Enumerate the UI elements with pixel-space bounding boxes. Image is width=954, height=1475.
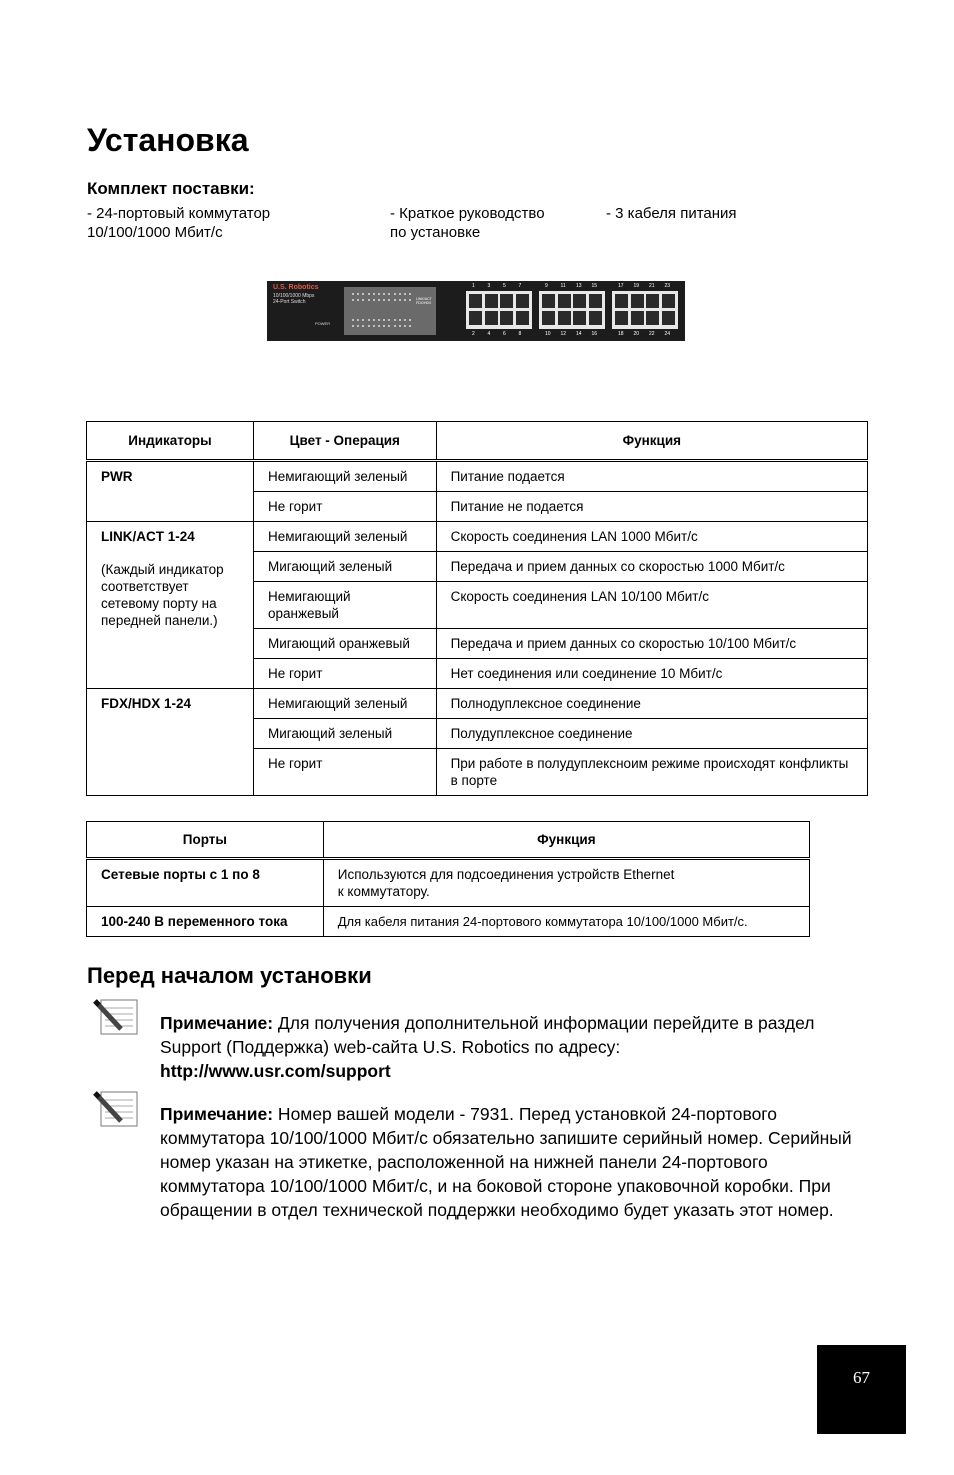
led-dot (357, 325, 359, 327)
led-dot (368, 293, 370, 295)
led-dot (404, 319, 406, 321)
kit-item: - Краткое руководство по установке (390, 205, 545, 241)
ethernet-port (631, 311, 644, 325)
ethernet-port (615, 294, 628, 308)
led-dot (362, 293, 364, 295)
led-dot (368, 299, 370, 301)
state-cell: Не горит (254, 749, 437, 796)
led-dot (373, 319, 375, 321)
port-number: 7 (518, 283, 522, 289)
led-dot (352, 325, 354, 327)
indicator-label: FDX/HDX 1-24 (87, 689, 254, 796)
led-label: FDX/HDX (416, 301, 432, 305)
port-number: 24 (664, 331, 671, 337)
ethernet-port (485, 311, 498, 325)
led-dot (388, 325, 390, 327)
port-number: 18 (618, 331, 624, 337)
port-number: 19 (633, 283, 640, 289)
state-cell: Немигающий зеленый (254, 689, 437, 719)
ethernet-port (589, 294, 602, 308)
support-link[interactable]: http://www.usr.com/support (160, 1061, 391, 1081)
port-number: 3 (487, 283, 491, 289)
port-number: 8 (518, 331, 522, 337)
port-number: 16 (591, 331, 598, 337)
ethernet-port (615, 311, 628, 325)
note-text: Примечание: Номер вашей модели - 7931. Перед установкой 24-портового коммутатора 10/100/1000 Мбит/с обязательно запишите серийный номер. Серийный номер указан на этикетке, расположенной на нижней панели 24-портового коммутатора 10/100/1000 Мбит/с, и на боковой стороне упаковочной коробки. При обращении в отдел технической поддержки необходимо будет указать этот номер. (160, 1104, 852, 1220)
state-cell: Не горит (254, 659, 437, 689)
port-number: 23 (664, 283, 671, 289)
led-dot (378, 325, 380, 327)
indicators-table (86, 421, 868, 796)
function-cell: Передача и прием данных со скоростью 10/100 Мбит/с (436, 629, 867, 659)
function-cell: При работе в полудуплексноим режиме происходят конфликты в порте (436, 749, 867, 796)
port-number: 15 (591, 283, 598, 289)
ethernet-port (485, 294, 498, 308)
note-icon (93, 997, 139, 1037)
led-dot (394, 293, 396, 295)
port-cell: 100-240 В переменного тока (87, 907, 324, 937)
ethernet-port (573, 311, 586, 325)
port-number: 12 (560, 331, 567, 337)
port-number: 14 (576, 331, 582, 337)
kit-item: - 3 кабеля питания (606, 205, 737, 222)
ethernet-port (500, 311, 513, 325)
ethernet-port (469, 311, 482, 325)
ethernet-port (558, 311, 571, 325)
led-dot (378, 293, 380, 295)
page-title: Установка (87, 122, 249, 158)
led-dot (357, 319, 359, 321)
led-dot (383, 319, 385, 321)
ethernet-port (662, 294, 675, 308)
ethernet-port (500, 294, 513, 308)
power-label: POWER (315, 321, 331, 326)
led-dot (399, 325, 401, 327)
led-dot (352, 293, 354, 295)
page-number: 67 (817, 1345, 906, 1434)
state-cell: Немигающий зеленый (254, 461, 437, 492)
ethernet-port (516, 294, 529, 308)
indicator-note: (Каждый индикатор соответствует сетевому порту на передней панели.) (101, 562, 224, 628)
led-dot (352, 319, 354, 321)
port-number: 9 (545, 283, 548, 289)
function-cell: Полнодуплексное соединение (436, 689, 867, 719)
led-dot (378, 299, 380, 301)
ethernet-port (646, 311, 659, 325)
brand-logo: U.S. Robotics (273, 284, 319, 291)
led-dot (362, 325, 364, 327)
indicator-label: PWR (87, 461, 254, 522)
model-text: 10/100/1000 Mbps (273, 293, 315, 299)
led-dot (362, 319, 364, 321)
ethernet-port (631, 294, 644, 308)
table-header: Функция (436, 422, 867, 461)
led-dot (399, 293, 401, 295)
port-number: 22 (649, 331, 655, 337)
function-cell: Используются для подсоединения устройств Ethernet к коммутатору. (323, 859, 809, 907)
led-label: LINK/ACT (416, 297, 432, 301)
ethernet-port (589, 311, 602, 325)
note-icon (93, 1089, 139, 1129)
table-header: Порты (87, 822, 324, 859)
model-text: 24-Port Switch (273, 299, 306, 305)
ethernet-port (558, 294, 571, 308)
led-dot (394, 299, 396, 301)
switch-front-panel-image (267, 281, 685, 341)
led-dot (378, 319, 380, 321)
led-dot (409, 299, 411, 301)
led-dot (404, 325, 406, 327)
table-header: Функция (323, 822, 809, 859)
function-cell: Для кабеля питания 24-портового коммутатора 10/100/1000 Мбит/с. (323, 907, 809, 937)
led-dot (404, 293, 406, 295)
function-cell: Полудуплексное соединение (436, 719, 867, 749)
state-cell: Немигающий оранжевый (254, 582, 437, 629)
led-dot (388, 319, 390, 321)
state-cell: Немигающий зеленый (254, 522, 437, 552)
led-dot (409, 293, 411, 295)
led-dot (368, 325, 370, 327)
state-cell: Мигающий оранжевый (254, 629, 437, 659)
led-dot (373, 325, 375, 327)
ethernet-port (542, 294, 555, 308)
ethernet-port (469, 294, 482, 308)
led-panel (344, 287, 436, 335)
port-number: 13 (576, 283, 582, 289)
table-header: Цвет - Операция (254, 422, 437, 461)
note-text: Примечание: Для получения дополнительной информации перейдите в раздел Support (Поддержка) web-сайта U.S. Robotics по адресу: http://www.usr.com/support (160, 1013, 815, 1081)
function-cell: Питание не подается (436, 492, 867, 522)
ethernet-port (573, 294, 586, 308)
led-dot (399, 299, 401, 301)
led-dot (394, 325, 396, 327)
led-dot (399, 319, 401, 321)
kit-heading: Комплект поставки: (87, 179, 255, 198)
led-dot (362, 299, 364, 301)
led-dot (357, 299, 359, 301)
led-dot (383, 299, 385, 301)
port-number: 20 (633, 331, 640, 337)
function-cell: Питание подается (436, 461, 867, 492)
led-dot (388, 299, 390, 301)
function-cell: Передача и прием данных со скоростью 1000 Мбит/с (436, 552, 867, 582)
ethernet-port (542, 311, 555, 325)
port-cell: Сетевые порты с 1 по 8 (87, 859, 324, 907)
ethernet-port (516, 311, 529, 325)
led-dot (388, 293, 390, 295)
function-cell: Скорость соединения LAN 10/100 Мбит/с (436, 582, 867, 629)
ports-table (86, 821, 810, 937)
port-number: 21 (649, 283, 655, 289)
port-number: 6 (503, 331, 506, 337)
led-dot (373, 299, 375, 301)
kit-item: - 24-портовый коммутатор 10/100/1000 Мбит/с (87, 205, 271, 241)
function-cell: Нет соединения или соединение 10 Мбит/с (436, 659, 867, 689)
port-number: 17 (618, 283, 624, 289)
led-dot (368, 319, 370, 321)
port-number: 5 (503, 283, 506, 289)
led-dot (394, 319, 396, 321)
led-dot (357, 293, 359, 295)
ethernet-port (646, 294, 659, 308)
table-header: Индикаторы (87, 422, 254, 461)
port-number: 1 (472, 283, 475, 289)
port-number: 2 (472, 331, 475, 337)
function-cell: Скорость соединения LAN 1000 Мбит/с (436, 522, 867, 552)
port-number: 11 (560, 283, 566, 289)
state-cell: Мигающий зеленый (254, 719, 437, 749)
led-dot (383, 325, 385, 327)
led-dot (409, 325, 411, 327)
led-dot (373, 293, 375, 295)
ethernet-port (662, 311, 675, 325)
led-dot (383, 293, 385, 295)
port-number: 4 (487, 331, 491, 337)
state-cell: Не горит (254, 492, 437, 522)
led-dot (409, 319, 411, 321)
indicator-label: LINK/ACT 1-24 (Каждый индикатор соответствует сетевому порту на передней панели.) (87, 522, 254, 689)
led-dot (404, 299, 406, 301)
port-number: 10 (545, 331, 551, 337)
led-dot (352, 299, 354, 301)
section-heading: Перед началом установки (87, 963, 372, 988)
state-cell: Мигающий зеленый (254, 552, 437, 582)
